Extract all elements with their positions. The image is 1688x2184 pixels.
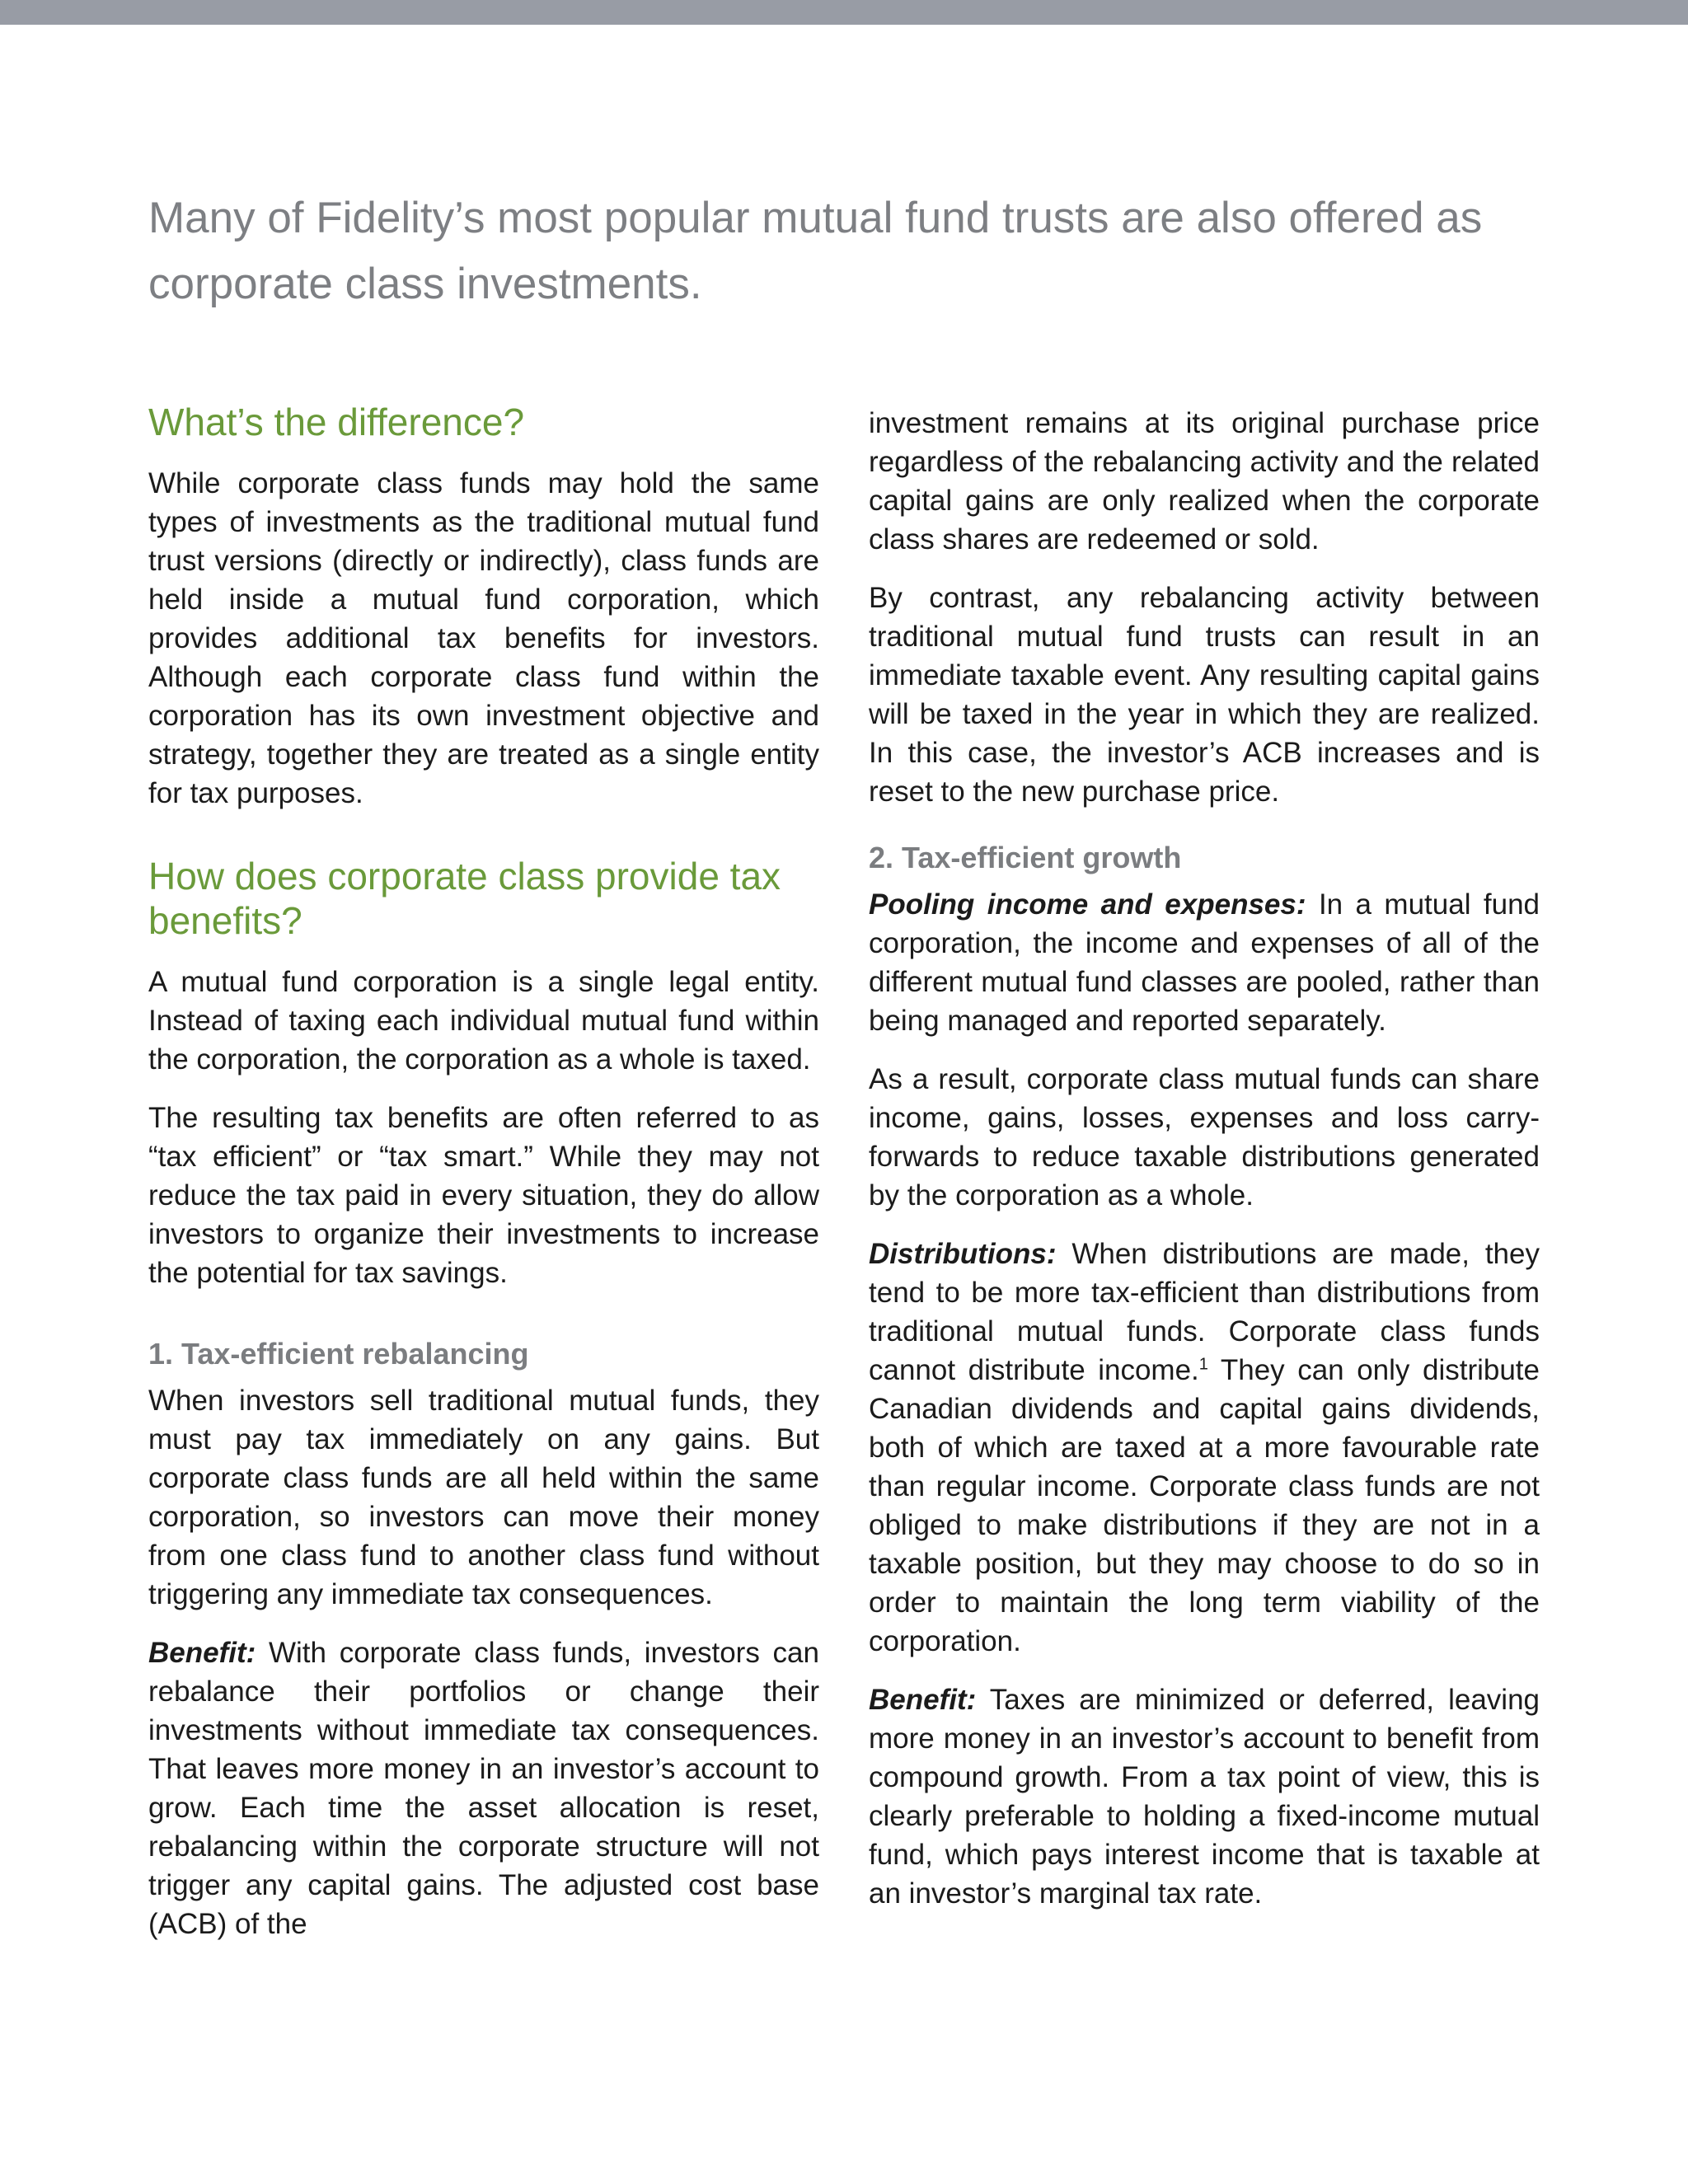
paragraph-resulting-benefits: The resulting tax benefits are often referred to as “tax efficient” or “tax smart.” While they may not reduce the tax paid in every situation, they do allow investors to organize their investments to increase the potential for tax savings. [148,1102,819,1289]
paragraph-difference: While corporate class funds may hold the same types of investments as the traditional mutual fund trust versions (directly or indirectly), class funds are held inside a mutual fund corporation, which provides additional tax benefits for investors. Although each corporate class fund within the corporation has its own investment objective and strategy, together they are treated as a single entity for tax purposes. [148,467,819,809]
paragraph-single-entity: A mutual fund corporation is a single legal entity. Instead of taxing each individual mutual fund within the corporation, the corporation as a whole is taxed. [148,966,819,1076]
paragraph-rebalancing-benefit [148,1633,819,1943]
benefit-text: With corporate class funds, investors can rebalance their portfolios or change their investments without immediate tax consequences. That leaves more money in an investor’s account to grow. Each time the asset allocation is reset, rebalancing within the corporate structure will not trigger any capital gains. The adjusted cost base (ACB) of the [148,1637,819,1940]
growth-benefit-label: Benefit: [869,1684,977,1716]
paragraph-when-investors-sell: When investors sell traditional mutual funds, they must pay tax immediately on any gains. But corporate class funds are all held within the same corporation, so investors can move their money from one class fund to another class fund without triggering any immediate tax consequences. [148,1385,819,1610]
distributions-label: Distributions: [869,1238,1057,1270]
right-column [869,404,1540,1933]
paragraph-as-a-result: As a result, corporate class mutual funds can share income, gains, losses, expenses and loss carry-forwards to reduce taxable distributions generated by the corporation as a whole. [869,1063,1540,1212]
benefit-label: Benefit: [148,1637,256,1669]
left-column [148,400,819,1963]
paragraph-by-contrast: By contrast, any rebalancing activity between traditional mutual fund trusts can result in an immediate taxable event. Any resulting capital gains will be taxed in the year in which they are realized. In this case, the investor’s ACB increases and is reset to the new purchase price. [869,582,1540,808]
paragraph-growth-benefit [869,1680,1540,1913]
distributions-text-a: When distributions are made, they tend to be more tax-efficient than distributions from traditional mutual funds. Corporate class funds cannot distribute income. [869,1238,1540,1386]
heading-tax-efficient-growth: 2. Tax-efficient growth [869,841,1182,874]
distributions-text-b: They can only distribute Canadian dividends and capital gains dividends, both of which are taxed at a more favourable rate than regular income. Corporate class funds are not obliged to make distributions if they are not in a taxable position, but they may choose to do so in order to maintain the long term viability of the corporation. [869,1354,1540,1657]
intro-heading: Many of Fidelity’s most popular mutual fund trusts are also offered as corporate class investments. [148,194,1483,308]
pooling-text: In a mutual fund corporation, the income and expenses of all of the different mutual fund classes are pooled, rather than being managed and reported separately. [869,888,1540,1037]
paragraph-distributions [869,1235,1540,1661]
heading-how-tax-benefits: How does corporate class provide tax benefits? [148,855,781,942]
footnote-marker: 1 [1198,1355,1208,1374]
heading-tax-efficient-rebalancing: 1. Tax-efficient rebalancing [148,1337,529,1371]
paragraph-acb-continued: investment remains at its original purchase price regardless of the rebalancing activity and the related capital gains are only realized when the corporate class shares are redeemed or sold. [869,407,1540,555]
growth-benefit-text: Taxes are minimized or deferred, leaving more money in an investor’s account to benefit from compound growth. From a tax point of view, this is clearly preferable to holding a fixed-income mutual fund, which pays interest income that is taxable at an investor’s marginal tax rate. [869,1684,1540,1910]
paragraph-pooling [869,885,1540,1040]
heading-whats-the-difference: What’s the difference? [148,401,525,443]
pooling-label: Pooling income and expenses: [869,888,1306,921]
top-bar [0,0,1688,25]
